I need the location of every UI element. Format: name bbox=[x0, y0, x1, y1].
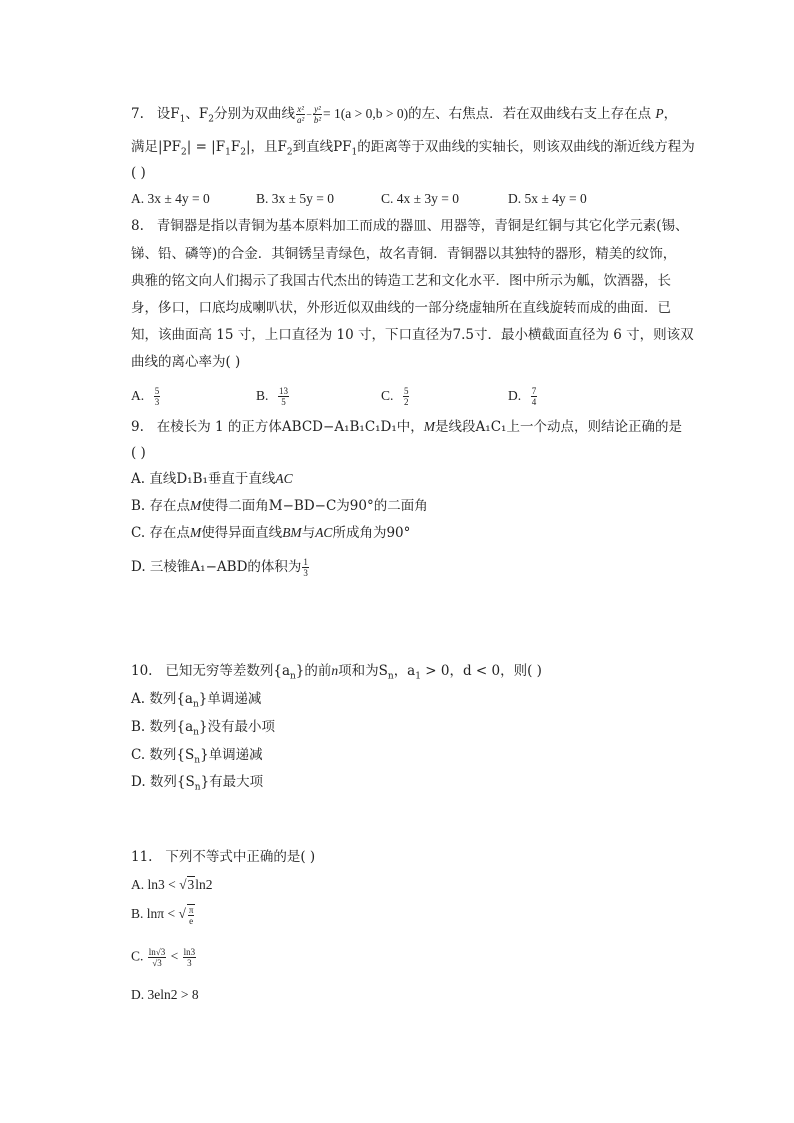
q8-line4: 身，侈口，口底均成喇叭状，外形近似双曲线的一部分绕虚轴所在直线旋转而成的曲面．已 bbox=[131, 300, 671, 316]
q7-option-b[interactable]: B. 3x ± 5y = 0 bbox=[256, 191, 335, 206]
q11-number: 11. bbox=[131, 849, 153, 865]
q8-line6: 曲线的离心率为( ) bbox=[131, 354, 241, 370]
q11-stem: 11. 下列不等式中正确的是( ) bbox=[131, 849, 316, 865]
q7-paren: ( ) bbox=[131, 165, 146, 181]
q10-option-a[interactable]: A. 数列$\{a_n\}$单调递减 bbox=[131, 691, 262, 710]
q9-option-a[interactable]: A. 直线D₁B₁垂直于直线AC bbox=[131, 471, 293, 487]
q8-option-b[interactable]: B. $\frac{13}{5}$ bbox=[256, 386, 288, 407]
q8-line3: 典雅的铭文向人们揭示了我国古代杰出的铸造工艺和文化水平．图中所示为觚，饮酒器，长 bbox=[131, 273, 671, 289]
q8-line2: 锑、铅、磷等)的合金．其铜锈呈青绿色，故名青铜．青铜器以其独特的器形，精美的纹饰， bbox=[131, 246, 677, 262]
q8-option-c[interactable]: C. $\frac{5}{2}$ bbox=[381, 386, 409, 407]
q10-option-c[interactable]: C. 数列$\{S_n\}$单调递减 bbox=[131, 747, 263, 766]
q7-line2: 满足$|PF_2| = |F_1F_2|$，且$F_2$到直线$PF_1$的距离等于双曲线的实轴长，则该双曲线的渐近线方程为 bbox=[131, 139, 695, 158]
q7-line1: 7. 设$F_1$、$F_2$分别为双曲线 $\frac{\text{x²}}{\text{a²}}$ − $\frac{\text{y²}}{\text{b²}}$ = 1(a > 0,b > 0)的左、右焦点．若在双曲线右支上存在点 P， bbox=[131, 104, 678, 125]
q9-option-b[interactable]: B. 存在点M使得二面角M−BD−C为90°的二面角 bbox=[131, 498, 428, 514]
q7-option-a[interactable]: A. 3x ± 4y = 0 bbox=[131, 191, 210, 206]
hyperbola-frac-y: $\frac{\text{y²}}{\text{b²}}$ bbox=[313, 104, 322, 125]
q11-option-b[interactable]: B. lnπ < √ $\frac{\pi}{e}$ bbox=[131, 905, 194, 926]
q9-option-d[interactable]: D. 三棱锥A₁−ABD的体积为 $\frac{1}{3}$ bbox=[131, 557, 308, 578]
q7-number: 7. bbox=[131, 106, 144, 122]
q11-option-a[interactable]: A. ln3 < √3ln2 bbox=[131, 877, 213, 892]
q10-option-b[interactable]: B. 数列$\{a_n\}$没有最小项 bbox=[131, 719, 276, 738]
q10-number: 10. bbox=[131, 663, 153, 679]
q11-option-d[interactable]: D. 3eln2 > 8 bbox=[131, 987, 199, 1002]
q8-line5: 知，该曲面高 15 寸，上口直径为 10 寸，下口直径为7.5寸．最小横截面直径为 6 寸，则该双 bbox=[131, 327, 694, 343]
q10-option-d[interactable]: D. 数列$\{S_n\}$有最大项 bbox=[131, 774, 264, 793]
hyperbola-frac-x: $\frac{\text{x²}}{\text{a²}}$ bbox=[296, 104, 305, 125]
q7-option-d[interactable]: D. 5x ± 4y = 0 bbox=[508, 191, 587, 206]
q7-option-c[interactable]: C. 4x ± 3y = 0 bbox=[381, 191, 460, 206]
q11-option-c[interactable]: C. $\frac{\ln√3}{√3}$ < $\frac{\ln 3}{3}$ bbox=[131, 947, 196, 968]
q10-stem: 10. 已知无穷等差数列$\{a_n\}$的前n项和为$S_n$，$a_1 > 0$，d < 0，则( ) bbox=[131, 663, 542, 682]
q9-number: 9. bbox=[131, 419, 144, 435]
q8-options bbox=[131, 382, 651, 408]
q9-stem: 9. 在棱长为 1 的正方体ABCD−A₁B₁C₁D₁中，M是线段A₁C₁上一个动点，则结论正确的是 bbox=[131, 419, 682, 435]
q8-option-a[interactable]: A. $\frac{5}{3}$ bbox=[131, 386, 160, 407]
q8-line1: 8. 青铜器是指以青铜为基本原料加工而成的器皿、用器等，青铜是红铜与其它化学元素(锡、 bbox=[131, 218, 689, 234]
q9-option-c[interactable]: C. 存在点M使得异面直线BM与AC所成角为90° bbox=[131, 525, 411, 541]
q8-number: 8. bbox=[131, 218, 144, 234]
q8-option-d[interactable]: D. $\frac{7}{4}$ bbox=[508, 386, 537, 407]
q9-paren: ( ) bbox=[131, 445, 146, 461]
